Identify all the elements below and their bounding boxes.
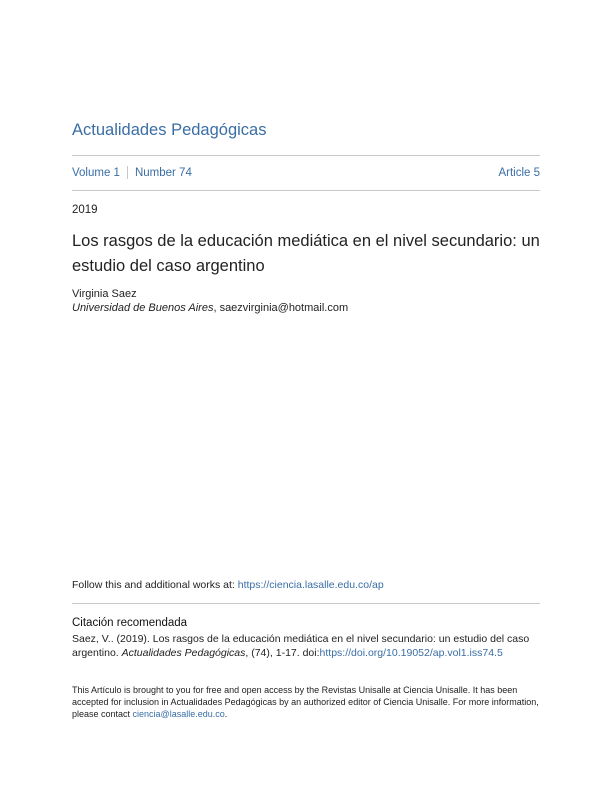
- divider-top: [72, 155, 540, 156]
- citation-journal: Actualidades Pedagógicas: [121, 647, 246, 659]
- follow-text: Follow this and additional works at:: [72, 579, 238, 591]
- citation-part-1: Saez, V.. (2019). Los rasgos de la educación mediática en el nivel secundario: un estudio del caso argentino.: [72, 633, 530, 659]
- journal-title-link[interactable]: Actualidades Pedagógicas: [72, 121, 267, 139]
- citation-part-2: , (74), 1-17. doi:: [245, 647, 320, 659]
- issue-separator: [127, 166, 128, 179]
- publication-year: 2019: [72, 204, 98, 216]
- volume-link[interactable]: Volume 1: [72, 166, 120, 179]
- divider-citation: [72, 603, 540, 604]
- notice-end: .: [224, 709, 228, 720]
- doi-link[interactable]: https://doi.org/10.19052/ap.vol1.iss74.5: [319, 647, 503, 659]
- divider-issue: [72, 190, 540, 191]
- number-link[interactable]: Number 74: [134, 166, 192, 179]
- notice-text: This Artículo is brought to you for free and open access by the Revistas Unisalle at Ciencia Unisalle. It has been accepted for inclusion in Actualidades Pedagógicas by an authorized editor of Ciencia Unisalle. For more information, please contact: [72, 685, 539, 720]
- author-affiliation: [72, 302, 348, 314]
- follow-link[interactable]: https://ciencia.lasalle.edu.co/ap: [237, 579, 384, 591]
- follow-line: [72, 579, 384, 591]
- citation-heading: Citación recomendada: [72, 617, 188, 629]
- access-notice: [72, 684, 544, 721]
- article-title: Los rasgos de la educación mediática en el nivel secundario: un estudio del caso argentino: [72, 232, 540, 275]
- contact-email-link[interactable]: ciencia@lasalle.edu.co: [132, 709, 225, 720]
- author-email: , saezvirginia@hotmail.com: [213, 302, 349, 314]
- author-name: Virginia Saez: [72, 288, 137, 300]
- issue-bar: [72, 166, 540, 179]
- article-link[interactable]: Article 5: [498, 166, 540, 179]
- citation-text: [72, 632, 542, 660]
- affiliation-name: Universidad de Buenos Aires: [72, 302, 214, 314]
